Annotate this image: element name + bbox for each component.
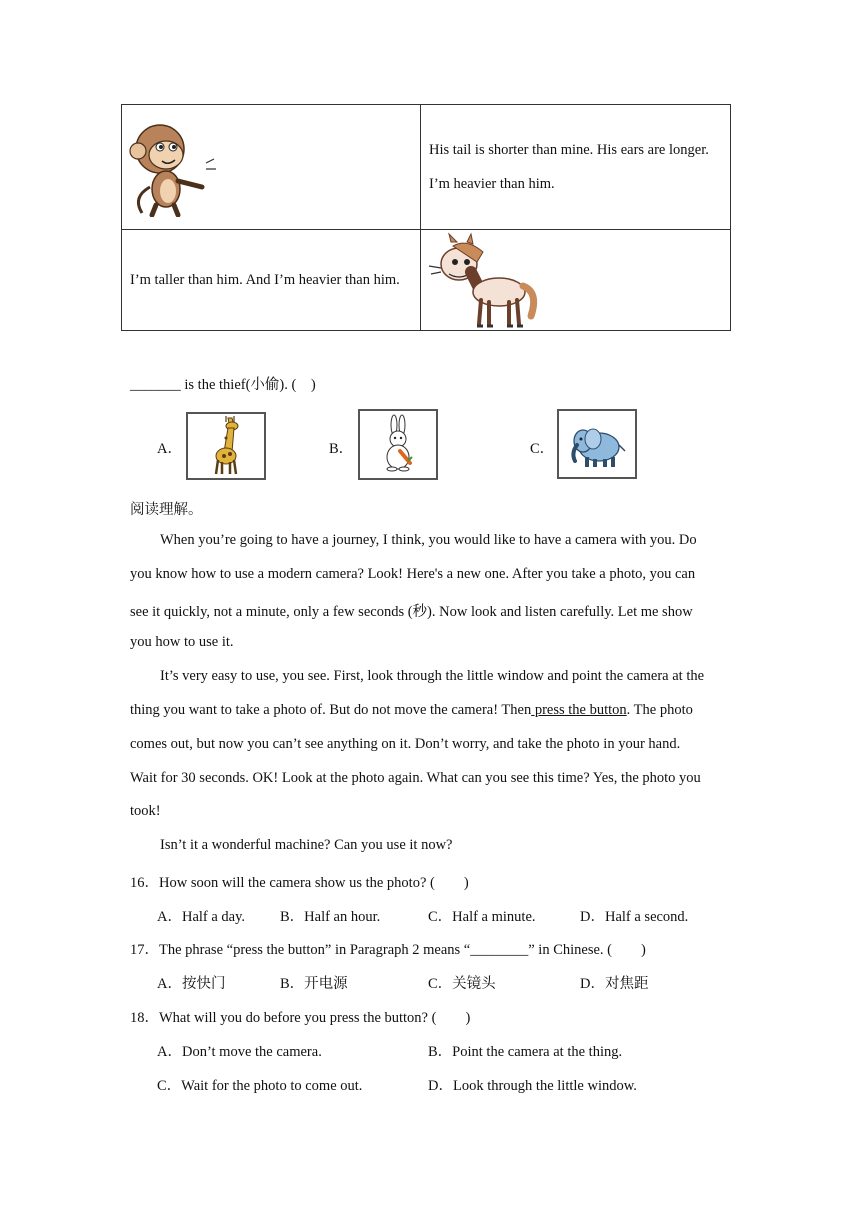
rabbit-icon [360,411,436,478]
question-17-stem: 17．The phrase “press the button” in Paragraph 2 means “________” in Chinese. ( ) [130,942,646,958]
passage-line: you know how to use a modern camera? Look! Here's a new one. After you take a photo, you can [130,566,696,582]
monkey-clue-cell [421,105,731,230]
horse-clue-cell [122,230,421,331]
passage-text: thing you want to take a photo of. But do not move the camera! Then [130,702,532,718]
monkey-cell [122,105,421,230]
q18-option-d[interactable]: D．Look through the little window. [428,1078,637,1094]
section-title: 阅读理解。 [130,502,203,518]
passage-line: When you’re going to have a journey, I think, you would like to have a camera with you. Do [160,532,697,548]
option-c-picture[interactable] [557,409,637,479]
clue-text-line: I’m taller than him. And I’m heavier than him. [130,272,400,288]
clue-text-line: His tail is shorter than mine. His ears are longer. [429,142,709,158]
giraffe-icon [188,414,264,478]
clue-text-line: I’m heavier than him. [429,176,555,192]
option-b-label[interactable]: B． [329,441,354,457]
passage-line: comes out, but now you can’t see anything on it. Don’t worry, and take the photo in your hand. [130,736,681,752]
passage-line: It’s very easy to use, you see. First, look through the little window and point the camera at the [160,668,705,684]
thief-question: _______ is the thief(小偷). ( ) [130,377,316,393]
horse-cell [421,230,731,331]
passage-line: took! [130,803,161,819]
horse-icon [427,232,542,328]
passage-line: you how to use it. [130,634,234,650]
q16-option-c[interactable]: C．Half a minute. [428,909,536,925]
question-18-stem: 18．What will you do before you press the button? ( ) [130,1010,471,1026]
q16-option-d[interactable]: D．Half a second. [580,909,689,925]
monkey-icon [128,117,218,217]
q17-option-b[interactable]: B．开电源 [280,976,348,992]
underlined-phrase: press the button [531,702,627,718]
option-a-picture[interactable] [186,412,266,480]
passage-line: Isn’t it a wonderful machine? Can you use it now? [160,837,453,853]
option-a-label[interactable]: A． [157,441,182,457]
q18-option-a[interactable]: A．Don’t move the camera. [157,1044,322,1060]
passage-line [130,702,693,719]
q17-option-d[interactable]: D．对焦距 [580,976,649,992]
passage-line: Wait for 30 seconds. OK! Look at the photo again. What can you see this time? Yes, the photo you [130,770,701,786]
passage-line: see it quickly, not a minute, only a few seconds (秒). Now look and listen carefully. Let me show [130,604,693,620]
question-16-stem: 16．How soon will the camera show us the photo? ( ) [130,875,469,891]
elephant-icon [559,411,635,477]
option-c-label[interactable]: C． [530,441,555,457]
passage-text: . The photo [626,702,693,718]
option-b-picture[interactable] [358,409,438,480]
q18-option-c[interactable]: C．Wait for the photo to come out. [157,1078,363,1094]
q17-option-a[interactable]: A．按快门 [157,976,226,992]
q17-option-c[interactable]: C．关镜头 [428,976,496,992]
animal-clue-table [121,104,731,331]
q16-option-b[interactable]: B．Half an hour. [280,909,381,925]
q16-option-a[interactable]: A．Half a day. [157,909,246,925]
q18-option-b[interactable]: B．Point the camera at the thing. [428,1044,623,1060]
